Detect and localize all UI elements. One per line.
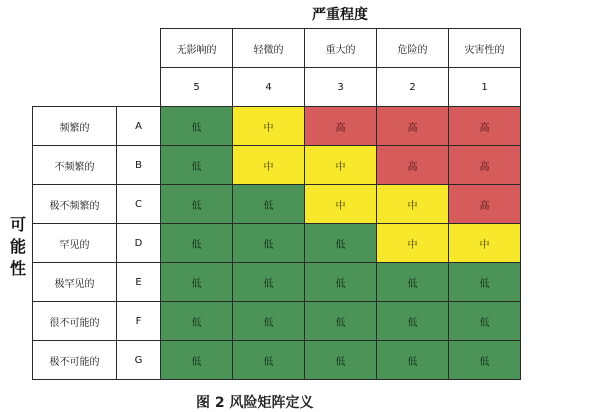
risk-cell-low: 低: [377, 341, 449, 380]
risk-cell-low: 低: [449, 263, 521, 302]
risk-cell-mid: 中: [305, 185, 377, 224]
risk-cell-low: 低: [305, 302, 377, 341]
corner-blank: [117, 68, 161, 107]
risk-cell-low: 低: [233, 302, 305, 341]
risk-cell-high: 高: [449, 185, 521, 224]
risk-cell-low: 低: [449, 341, 521, 380]
likelihood-label: 频繁的: [33, 107, 117, 146]
likelihood-row: [33, 224, 521, 263]
risk-cell-high: 高: [377, 107, 449, 146]
risk-cell-low: 低: [161, 263, 233, 302]
risk-cell-high: 高: [377, 146, 449, 185]
likelihood-letter: B: [117, 146, 161, 185]
risk-cell-high: 高: [449, 107, 521, 146]
likelihood-row: [33, 302, 521, 341]
severity-number: 1: [449, 68, 521, 107]
risk-cell-low: 低: [161, 185, 233, 224]
likelihood-row: [33, 146, 521, 185]
risk-cell-mid: 中: [449, 224, 521, 263]
severity-number: 2: [377, 68, 449, 107]
risk-cell-low: 低: [161, 107, 233, 146]
risk-cell-low: 低: [161, 302, 233, 341]
likelihood-title: [8, 214, 28, 280]
likelihood-letter: A: [117, 107, 161, 146]
risk-cell-mid: 中: [233, 146, 305, 185]
risk-matrix: [32, 28, 521, 380]
likelihood-label: 很不可能的: [33, 302, 117, 341]
risk-cell-low: 低: [305, 224, 377, 263]
risk-cell-low: 低: [161, 224, 233, 263]
risk-cell-low: 低: [305, 341, 377, 380]
severity-number: 4: [233, 68, 305, 107]
risk-cell-low: 低: [233, 341, 305, 380]
corner-blank: [117, 29, 161, 68]
likelihood-label: 极不频繁的: [33, 185, 117, 224]
likelihood-title-char: 可: [9, 215, 26, 234]
risk-cell-high: 高: [305, 107, 377, 146]
risk-cell-low: 低: [377, 302, 449, 341]
likelihood-label: 极罕见的: [33, 263, 117, 302]
severity-label: 重大的: [305, 29, 377, 68]
likelihood-letter: D: [117, 224, 161, 263]
corner-blank: [33, 29, 117, 68]
likelihood-row: [33, 107, 521, 146]
likelihood-row: [33, 263, 521, 302]
severity-label: 无影响的: [161, 29, 233, 68]
likelihood-label: 罕见的: [33, 224, 117, 263]
risk-cell-mid: 中: [377, 185, 449, 224]
severity-number-row: [33, 68, 521, 107]
likelihood-letter: C: [117, 185, 161, 224]
severity-title: 严重程度: [312, 7, 368, 23]
risk-cell-low: 低: [161, 341, 233, 380]
risk-cell-low: 低: [233, 263, 305, 302]
risk-cell-low: 低: [161, 146, 233, 185]
severity-label: 灾害性的: [449, 29, 521, 68]
risk-cell-low: 低: [233, 185, 305, 224]
risk-cell-mid: 中: [233, 107, 305, 146]
severity-label: 轻微的: [233, 29, 305, 68]
likelihood-label: 极不可能的: [33, 341, 117, 380]
risk-cell-mid: 中: [377, 224, 449, 263]
risk-cell-low: 低: [305, 263, 377, 302]
likelihood-title-char: 性: [9, 259, 26, 278]
risk-cell-low: 低: [377, 263, 449, 302]
severity-number: 5: [161, 68, 233, 107]
risk-cell-high: 高: [449, 146, 521, 185]
severity-label-row: [33, 29, 521, 68]
corner-blank: [33, 68, 117, 107]
risk-cell-low: 低: [449, 302, 521, 341]
likelihood-letter: G: [117, 341, 161, 380]
figure-caption: 图 2 风险矩阵定义: [196, 395, 314, 411]
likelihood-letter: F: [117, 302, 161, 341]
likelihood-title-char: 能: [9, 237, 26, 256]
severity-number: 3: [305, 68, 377, 107]
risk-cell-low: 低: [233, 224, 305, 263]
likelihood-letter: E: [117, 263, 161, 302]
likelihood-label: 不频繁的: [33, 146, 117, 185]
severity-label: 危险的: [377, 29, 449, 68]
risk-cell-mid: 中: [305, 146, 377, 185]
likelihood-row: [33, 341, 521, 380]
likelihood-row: [33, 185, 521, 224]
